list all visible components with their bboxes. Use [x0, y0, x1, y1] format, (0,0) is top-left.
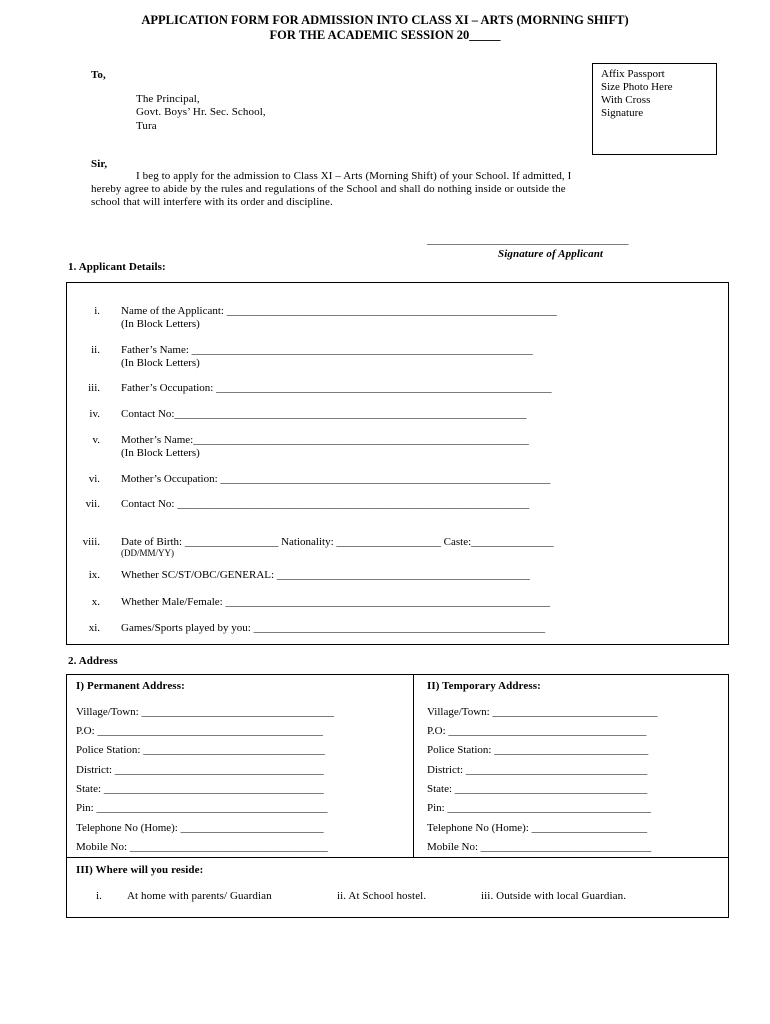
item-num-x: x.	[91, 596, 100, 608]
address-row-divider	[66, 857, 729, 858]
field-category[interactable]: Whether SC/ST/OBC/GENERAL: ______________________________________________	[121, 569, 530, 581]
temp-police-station[interactable]: Police Station: ____________________________	[427, 744, 649, 756]
permanent-address-title: I) Permanent Address:	[76, 680, 185, 692]
perm-state[interactable]: State: ________________________________________	[76, 783, 324, 795]
temp-village-town[interactable]: Village/Town: ______________________________	[427, 706, 658, 718]
field-father-occupation[interactable]: Father’s Occupation: _____________________________________________________________	[121, 382, 552, 394]
perm-telephone-home[interactable]: Telephone No (Home): __________________________	[76, 822, 324, 834]
temp-mobile[interactable]: Mobile No: _______________________________	[427, 841, 652, 853]
section2-heading: 2. Address	[68, 655, 118, 667]
signature-line[interactable]: ____________________________________	[427, 234, 629, 246]
field-applicant-name[interactable]: Name of the Applicant: ____________________________________________________________	[121, 305, 557, 317]
field-contact-no-2[interactable]: Contact No: ________________________________________________________________	[121, 498, 530, 510]
item-num-ii: ii.	[91, 344, 100, 356]
reside-option-hostel[interactable]: ii. At School hostel.	[337, 890, 427, 902]
reside-num-i: i.	[96, 890, 103, 902]
item-num-viii: viii.	[82, 536, 100, 548]
temp-po[interactable]: P.O: ____________________________________	[427, 725, 647, 737]
perm-police-station[interactable]: Police Station: _________________________________	[76, 744, 325, 756]
photo-text-line1: Affix Passport	[601, 68, 665, 80]
principal-line1: The Principal,	[136, 93, 200, 105]
field-mother-occupation[interactable]: Mother’s Occupation: ____________________________________________________________	[121, 473, 551, 485]
item-num-ix: ix.	[88, 569, 100, 581]
field-contact-no-1[interactable]: Contact No:________________________________________________________________	[121, 408, 527, 420]
perm-po[interactable]: P.O: _________________________________________	[76, 725, 323, 737]
item-num-v: v.	[92, 434, 100, 446]
field-games-sports[interactable]: Games/Sports played by you: _____________________________________________________	[121, 622, 546, 634]
letter-line3: school that will interfere with its order and discipline.	[91, 196, 333, 208]
reside-option-local-guardian[interactable]: iii. Outside with local Guardian.	[481, 890, 627, 902]
field-mother-name[interactable]: Mother’s Name:_____________________________________________________________	[121, 434, 529, 446]
perm-village-town[interactable]: Village/Town: ___________________________________	[76, 706, 334, 718]
principal-line2: Govt. Boys’ Hr. Sec. School,	[136, 106, 266, 118]
temp-telephone-home[interactable]: Telephone No (Home): _____________________	[427, 822, 648, 834]
field-mother-name-note: (In Block Letters)	[121, 447, 200, 459]
section1-heading: 1. Applicant Details:	[68, 261, 166, 273]
field-gender[interactable]: Whether Male/Female: ___________________________________________________________	[121, 596, 550, 608]
principal-line3: Tura	[136, 120, 157, 132]
signature-label: Signature of Applicant	[498, 248, 604, 260]
field-dob-nationality-caste[interactable]: Date of Birth: _________________ Nationality: ___________________ Caste:_______________	[121, 536, 554, 548]
field-applicant-name-note: (In Block Letters)	[121, 318, 200, 330]
letter-line1: I beg to apply for the admission to Class XI – Arts (Morning Shift) of your School. If admitted, I	[136, 170, 572, 182]
perm-mobile[interactable]: Mobile No: ____________________________________	[76, 841, 328, 853]
letter-line2: hereby agree to abide by the rules and regulations of the School and shall do nothing inside or outside the	[91, 183, 566, 195]
photo-text-line3: With Cross	[601, 94, 651, 106]
item-num-vii: vii.	[85, 498, 100, 510]
item-num-xi: xi.	[88, 622, 100, 634]
item-num-iii: iii.	[88, 382, 100, 394]
reside-option-home[interactable]: At home with parents/ Guardian	[127, 890, 272, 902]
perm-district[interactable]: District: ______________________________________	[76, 764, 324, 776]
perm-pin[interactable]: Pin: __________________________________________	[76, 802, 328, 814]
address-column-divider	[413, 674, 414, 858]
temp-district[interactable]: District: _________________________________	[427, 764, 648, 776]
applicant-details-box	[66, 282, 729, 645]
temporary-address-title: II) Temporary Address:	[427, 680, 541, 692]
field-dob-format: (DD/MM/YY)	[121, 548, 174, 558]
field-father-name[interactable]: Father’s Name: ______________________________________________________________	[121, 344, 533, 356]
item-num-iv: iv.	[89, 408, 100, 420]
field-father-name-note: (In Block Letters)	[121, 357, 200, 369]
to-label: To,	[91, 69, 106, 81]
item-num-vi: vi.	[88, 473, 100, 485]
photo-text-line2: Size Photo Here	[601, 81, 673, 93]
form-title-line2: FOR THE ACADEMIC SESSION 20_____	[269, 28, 501, 42]
photo-box	[592, 63, 717, 155]
temp-state[interactable]: State: ___________________________________	[427, 783, 648, 795]
form-title-line1: APPLICATION FORM FOR ADMISSION INTO CLASS XI – ARTS (MORNING SHIFT)	[141, 13, 629, 27]
salutation: Sir,	[91, 158, 108, 170]
reside-title: III) Where will you reside:	[76, 864, 204, 876]
temp-pin[interactable]: Pin: _____________________________________	[427, 802, 651, 814]
photo-text-line4: Signature	[601, 107, 644, 119]
item-num-i: i.	[94, 305, 100, 317]
